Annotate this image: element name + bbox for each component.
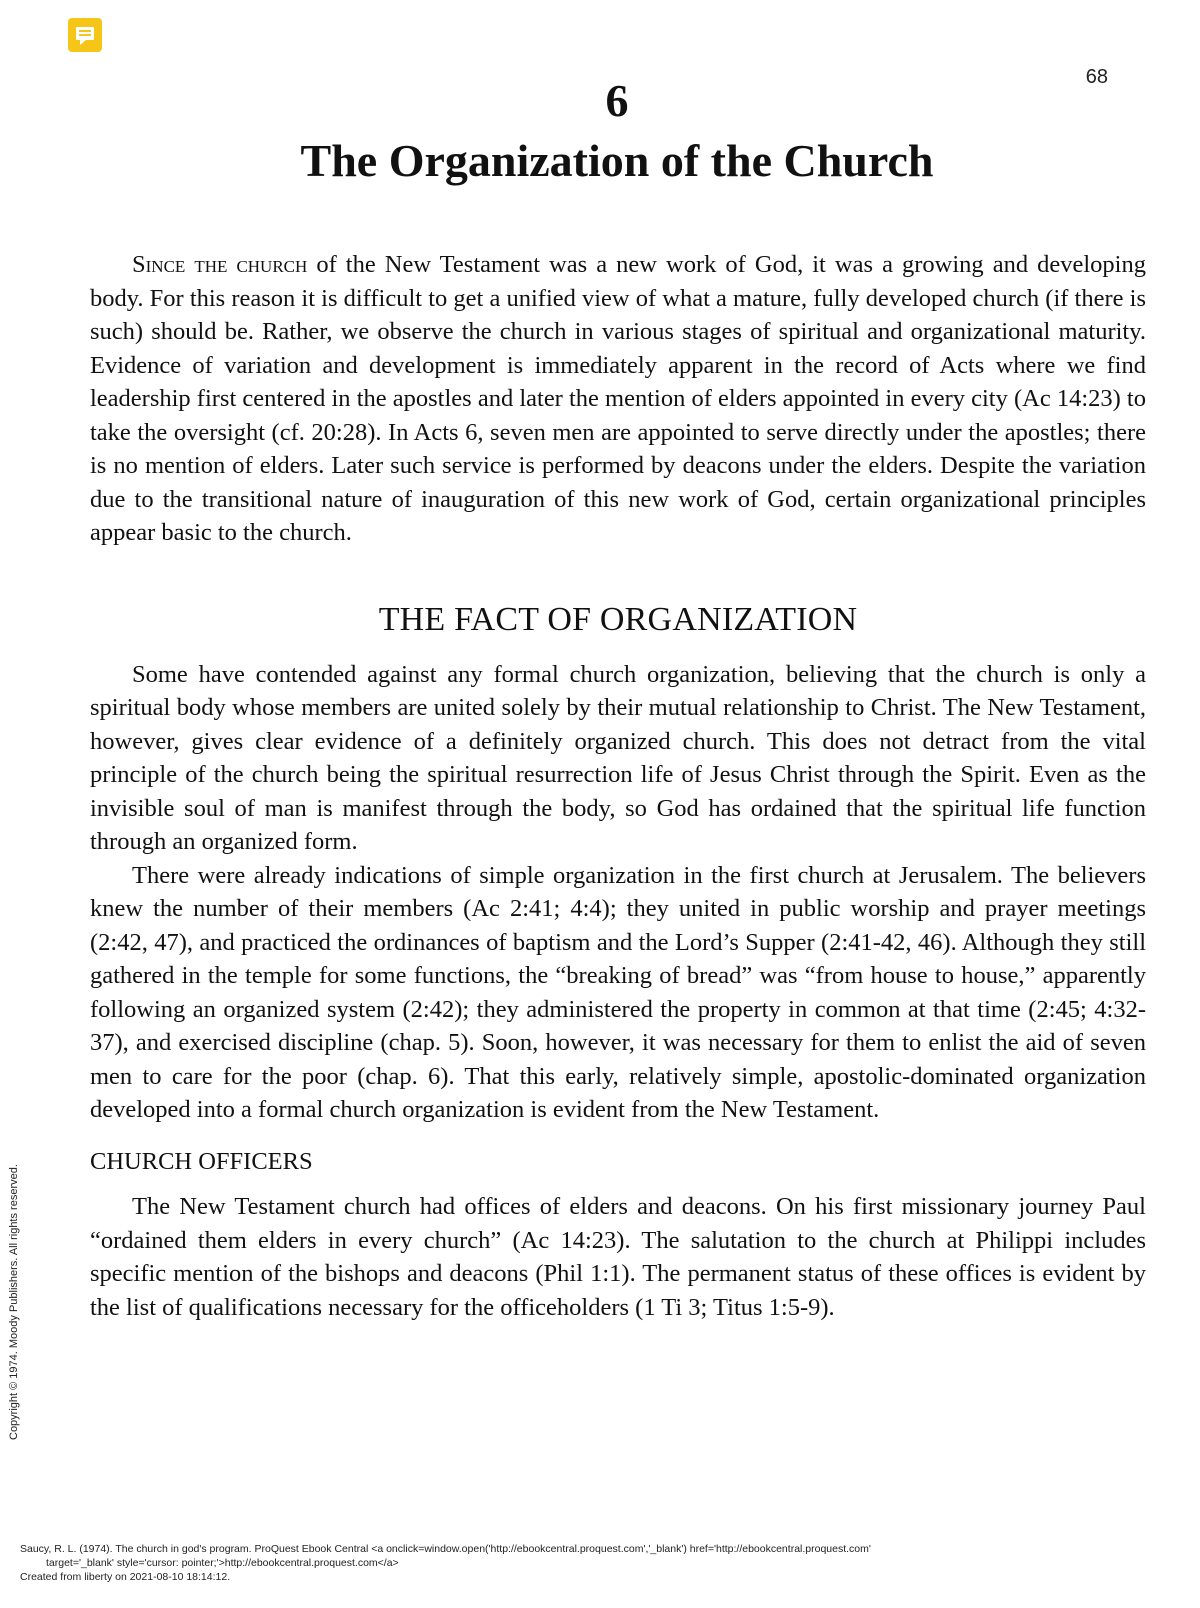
page-number: 68 <box>1085 66 1108 88</box>
body-paragraph: There were already indications of simple organization in the first church at Jerusalem. The believers knew the number of their members (Ac 2:41; 4:4); they united in public worship and prayer meetings (2:42, 47), and practiced the ordinances of baptism and the Lord’s Supper (2:41-42, 46). Although they still gathered in the temple for some functions, the “breaking of bread” was “from house to house,” apparently following an organized system (2:42); they administered the property in common at that time (2:45; 4:32-37), and exercised discipline (chap. 5). Soon, however, it was necessary for them to enlist the aid of seven men to care for the poor (chap. 6). That this early, relatively simple, apostolic-dominated organization developed into a formal church organization is evident from the New Testament. <box>90 861 1146 1123</box>
chapter-title: The Organization of the Church <box>300 135 934 186</box>
lead-in-small-caps: Since the church <box>132 251 308 278</box>
section-heading: THE FACT OF ORGANIZATION <box>378 600 858 638</box>
subsection-heading: CHURCH OFFICERS <box>90 1147 313 1175</box>
body-paragraph: The New Testament church had offices of elders and deacons. On his first missionary journey Paul “ordained them elders in every church” (Ac 14:23). The salutation to the church at Philippi includes specific mention of the bishops and deacons (Phil 1:1). The permanent status of these offices is evident by the list of qualifications necessary for the officeholders (1 Ti 3; Titus 1:5-9). <box>90 1193 1146 1321</box>
created-line: Created from liberty on 2021-08-10 18:14:12. <box>20 1571 231 1583</box>
citation-line: Saucy, R. L. (1974). The church in god's program. ProQuest Ebook Central <a onclick=window.open('http://ebookcentral.proquest.com','_blank') href='http://ebookcentral.proquest.com' <box>20 1543 871 1555</box>
citation-line: target='_blank' style='cursor: pointer;'>http://ebookcentral.proquest.com</a> <box>46 1557 399 1569</box>
intro-text: of the New Testament was a new work of God, it was a growing and developing body. For this reason it is difficult to get a unified view of what a mature, fully developed church (if there is such) should be. Rather, we observe the church in various stages of spiritual and organizational maturity. Evidence of variation and development is immediately apparent in the record of Acts where we find leadership first centered in the apostles and later the mention of elders appointed in every city (Ac 14:23) to take the oversight (cf. 20:28). In Acts 6, seven men are appointed to serve directly under the apostles; there is no mention of elders. Later such service is performed by deacons under the elders. Despite the variation due to the transitional nature of inauguration of this new work of God, certain organizational principles appear basic to the church. <box>90 251 1146 546</box>
chapter-number: 6 <box>605 75 629 126</box>
intro-paragraph <box>90 248 1146 550</box>
comment-icon <box>68 18 102 52</box>
note-icon[interactable] <box>68 18 102 52</box>
page-body <box>90 248 1146 1324</box>
body-paragraph: Some have contended against any formal church organization, believing that the church is only a spiritual body whose members are united solely by their mutual relationship to Christ. The New Testament, however, gives clear evidence of a definitely organized church. This does not detract from the vital principle of the church being the spiritual resurrection life of Jesus Christ through the Spirit. Even as the invisible soul of man is manifest through the body, so God has ordained that the spiritual life function through an organized form. <box>90 660 1146 855</box>
citation-footer <box>20 1542 1180 1584</box>
copyright-notice: Copyright © 1974. Moody Publishers. All rights reserved. <box>8 1164 20 1440</box>
